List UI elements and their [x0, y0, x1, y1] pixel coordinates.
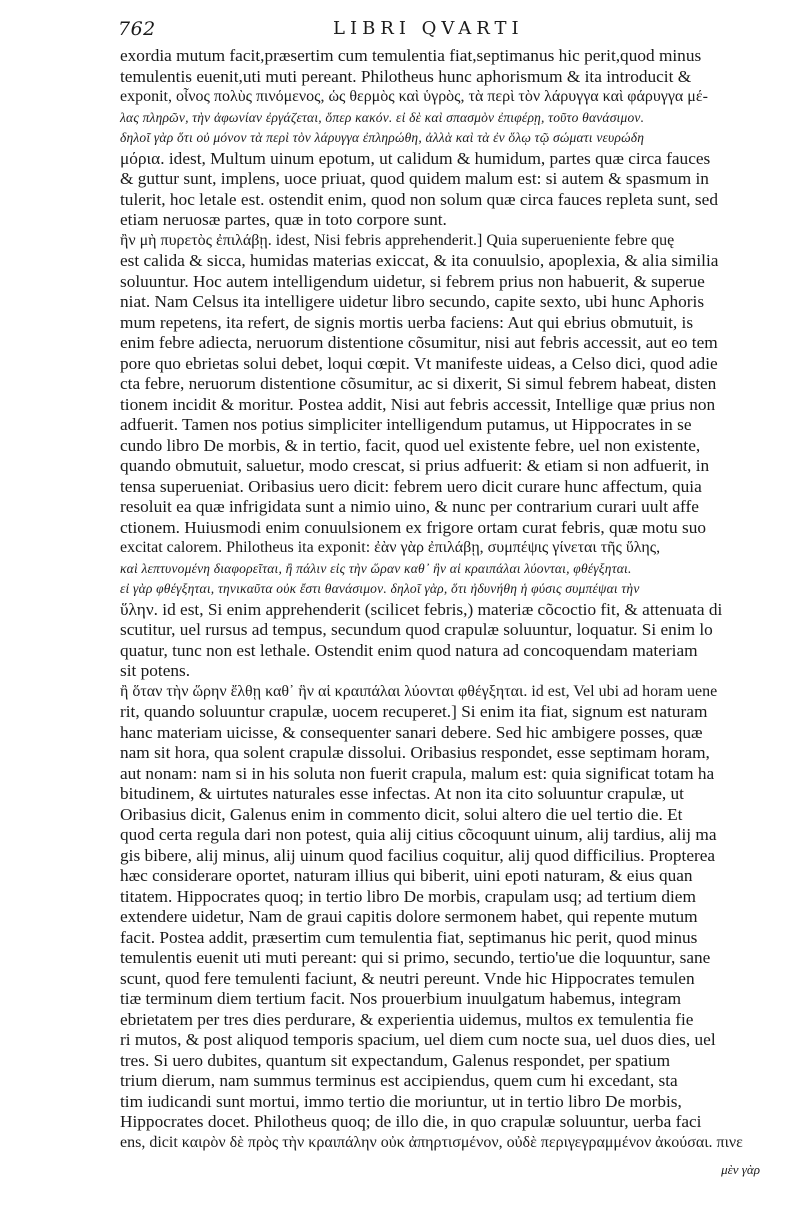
text-line: scunt, quod fere temulenti faciunt, & neutri pereunt. Vnde hic Hippocrates temulen — [120, 968, 695, 988]
text-line: ens, dicit καιρὸν δὲ πρὸς τὴν κραιπάλην οὐκ ἀπηρτισμένον, οὐδὲ περιγεγραμμένον ἀκούσαι. πινε — [120, 1133, 743, 1151]
text-line: tulerit, hoc letale est. ostendit enim, quod non solum quæ circa fauces repleta sunt, sed — [120, 189, 718, 209]
text-line: μόρια. idest, Multum uinum epotum, ut calidum & humidum, partes quæ circa fauces — [120, 148, 711, 168]
text-line: excitat calorem. Philotheus ita exponit: ἐὰν γὰρ ἐπιλάβῃ, συμπέψις γίνεται τῆς ὕλης, — [120, 539, 661, 556]
text-line: titatem. Hippocrates quoq; in tertio libro De morbis, crapulam usq; ad tertium diem — [120, 886, 696, 906]
text-line: exponit, οἶνος πολὺς πινόμενος, ὡς θερμὸς καὶ ὑγρὸς, τὰ περὶ τὸν λάρυγγα καὶ φάρυγγα μέ- — [120, 88, 708, 105]
text-line: καὶ λεπτυνομένη διαφορεῖται, ἢ πάλιν εἰς τὴν ὥραν καθ᾽ ἣν αἱ κραιπάλαι λύονται, φθέγξηται. — [120, 560, 632, 576]
text-line: etiam neruosæ partes, quæ in toto corpore sunt. — [120, 210, 447, 229]
text-line: tres. Si uero dubites, quantum sit expectandum, Galenus respondet, per spatium — [120, 1050, 671, 1070]
text-line: ri mutos, & post aliquod temporis spacium, uel diem cum nocte sua, uel duos dies, uel — [120, 1030, 716, 1049]
text-line: tionem incidit & moritur. Postea addit, Nisi aut febris accessit, Intellige quæ prius non — [120, 394, 716, 414]
text-line: adfuerit. Tamen nos potius simpliciter intelligendum putamus, ut Hippocrates in se — [120, 415, 692, 434]
text-line: rit, quando soluuntur crapulæ, uocem recuperet.] Si enim ita fiat, signum est naturam — [120, 702, 708, 721]
text-line: Oribasius dicit, Galenus enim in commento dicit, solui altero die uel tertio die. Et — [120, 804, 683, 824]
text-line: tim iudicandi sunt mortui, immo tertio die moriuntur, ut in tertio libro De morbis, — [120, 1091, 682, 1111]
text-line: λας πληρῶν, τὴν ἀφωνίαν ἐργάζεται, ὅπερ κακόν. εἰ δὲ καὶ σπασμὸν ἐπιφέρῃ, τοῦτο θανάσιμον. — [120, 109, 645, 125]
page-header — [118, 16, 758, 42]
text-line: soluuntur. Hoc autem intelligendum uidetur, si febrem prius non habuerit, & superue — [120, 271, 705, 291]
page-number: 762 — [118, 18, 156, 40]
text-line: facit. Postea addit, præsertim cum temulentia fiat, septimanus hic perit, quod minus — [120, 927, 698, 947]
text-line: hæc considerare oportet, naturam illius qui biberit, uini epoti naturam, & eius quan — [120, 866, 693, 885]
text-line: quod certa regula dari non potest, quia alij citius cõcoquunt uinum, alij tardius, alij ma — [120, 825, 717, 844]
text-line: ὕλην. id est, Si enim apprehenderit (scilicet febris,) materiæ cõcoctio fit, & attenuata di — [120, 599, 723, 619]
text-line: aut nonam: nam si in his soluta non fuerit crapula, malum est: quia significat totam ha — [120, 763, 715, 783]
text-line: exordia mutum facit,præsertim cum temulentia fiat,septimanus hic perit,quod minus — [120, 46, 702, 65]
text-line: cta febre, neruorum distentione cõsumitur, ac si dixerit, Si simul febrem habeat, disten — [120, 374, 717, 393]
text-line: enim febre adiecta, neruorum distentione cõsumitur, nisi aut febris accessit, aut eo tem — [120, 333, 718, 352]
text-line: resoluit ea quæ infrigidata sunt a nimio uino, & nunc per contrarium curari uult affe — [120, 497, 699, 516]
text-line: ebrietatem per tres dies perdurare, & experientia uidemus, multos ex temulentia fie — [120, 1009, 694, 1029]
catchword: μὲν γὰρ — [721, 1162, 760, 1177]
text-line: mum repetens, ita refert, de signis mortis uerba faciens: Aut qui ebrius obmutuit, is — [120, 312, 694, 332]
text-line: ctionem. Huiusmodi enim conuulsionem ex frigore ortam curat febris, quæ motu suo — [120, 517, 707, 537]
text-line: pore quo ebrietas solui debet, loqui cœpit. Vt manifeste uideas, a Celso dici, quod adie — [120, 353, 718, 373]
text-line: trium dierum, nam summus terminus est accipiendus, quem cum hi excedant, sta — [120, 1071, 678, 1090]
text-line: scutitur, uel rursus ad tempus, secundum quod crapulæ soluuntur, loquatur. Si enim lo — [120, 620, 713, 639]
text-line: nam sit hora, qua solent crapulæ dissolui. Oribasius respondet, esse septimam horam, — [120, 743, 710, 762]
text-line: niat. Nam Celsus ita intelligere uidetur libro secundo, capite sexto, ubi hunc Aphoris — [120, 292, 705, 311]
text-line: Hippocrates docet. Philotheus quoq; de illo die, in quo crapulæ soluuntur, uerba faci — [120, 1112, 702, 1131]
text-line: temulentis euenit uti muti pereant: qui si primo, secundo, tertio'ue die loquuntur, sane — [120, 948, 711, 967]
text-line: ἢν μὴ πυρετὸς ἐπιλάβῃ. idest, Nisi febris apprehenderit.] Quia superueniente febre quę — [120, 231, 675, 249]
commentary-text — [120, 46, 780, 1153]
text-line: sit potens. — [120, 661, 191, 680]
text-line: & guttur sunt, implens, uoce priuat, quod quidem malum est: si autem & spasmum in — [120, 169, 709, 188]
running-head: LIBRI QVARTI — [333, 18, 524, 39]
text-line: δηλοῖ γὰρ ὅτι οὐ μόνον τὰ περὶ τὸν λάρυγγα ἐπληρώθη, ἀλλὰ καὶ τὰ ἐν ὅλῳ τῷ σώματι νευρώδη — [120, 130, 645, 145]
text-line: gis bibere, alij minus, alij uinum quod facilius coquitur, alij quod difficilius. Propterea — [120, 845, 716, 865]
text-line: temulentis euenit,uti muti pereant. Philotheus hunc aphorismum & ita introducit & — [120, 66, 692, 86]
text-line: εἰ γὰρ φθέγξηται, τηνικαῦτα οὐκ ἔστι θανάσιμον. δηλοῖ γὰρ, ὅτι ἠδυνήθη ἡ φύσις συμπέψαι τὴν — [120, 581, 640, 596]
text-line: quatur, tunc non est lethale. Ostendit enim quod natura ad concoquendam materiam — [120, 640, 698, 660]
text-line: tensa superueniat. Oribasius uero dicit: febrem uero dicit curare hunc affectum, quia — [120, 476, 702, 496]
text-line: ἢ ὅταν τὴν ὥρην ἔλθῃ καθ᾽ ἣν αἱ κραιπάλαι λύονται φθέγξηται. id est, Vel ubi ad horam uene — [120, 682, 718, 700]
text-line: quando obmutuit, saluetur, modo crescat, si prius adfuerit: & etiam si non adfuerit, in — [120, 456, 710, 475]
text-line: bitudinem, & uirtutes naturales esse infectas. At non ita cito soluuntur crapulæ, ut — [120, 784, 684, 803]
text-line: hanc materiam uicisse, & consequenter sanari debere. Sed hic ambigere posses, quæ — [120, 722, 703, 742]
text-line: tiæ terminum diem tertium facit. Nos prouerbium inuulgatum habemus, integram — [120, 989, 682, 1008]
text-line: extendere uidetur, Nam de graui capitis dolore sermonem habet, qui repente mutum — [120, 907, 698, 926]
text-line: est calida & sicca, humidas materias exiccat, & ita conuulsio, apoplexia, & alia similia — [120, 251, 719, 270]
text-line: cundo libro De morbis, & in tertio, facit, quod uel existente febre, uel non existente, — [120, 435, 701, 455]
